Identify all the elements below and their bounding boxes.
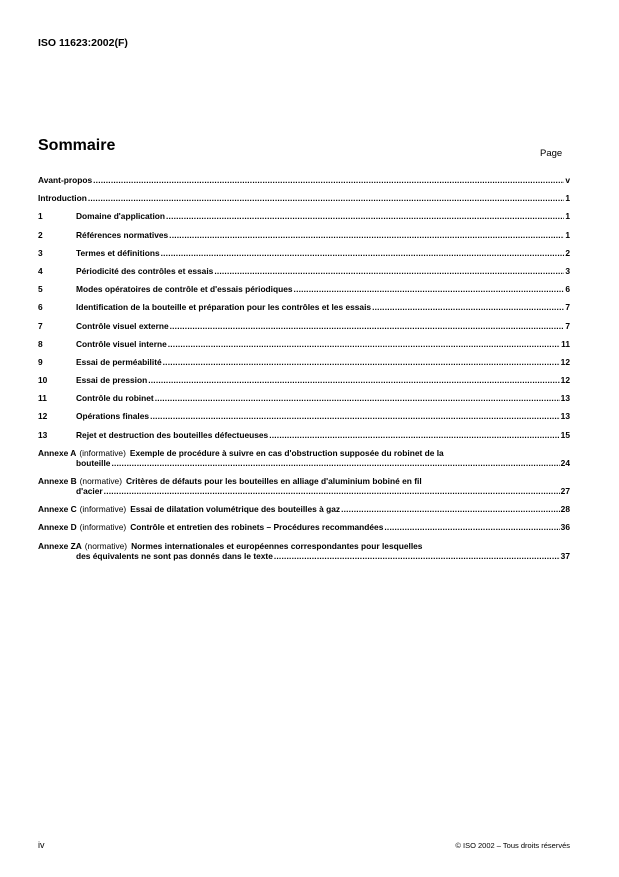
toc-entry-number: 12	[38, 411, 48, 422]
toc-entry-number: 11	[38, 393, 47, 404]
annex-label: Annexe D	[38, 522, 77, 533]
annex-label: Annexe B	[38, 476, 77, 486]
annex-title: Exemple de procédure à suivre en cas d'obstruction supposée du robinet de la	[129, 447, 444, 458]
dot-leader	[163, 357, 560, 367]
annex-type: (informative)	[79, 447, 126, 458]
toc-annex-entry[interactable]	[38, 476, 570, 496]
annex-title-continued: des équivalents ne sont pas donnés dans le texte	[76, 550, 273, 561]
dot-leader	[170, 321, 565, 331]
dot-leader	[93, 175, 564, 185]
toc-entry[interactable]	[38, 193, 570, 203]
annex-type: (informative)	[79, 522, 127, 533]
toc-entry[interactable]	[38, 430, 570, 440]
toc-entry-page: 13	[560, 411, 570, 422]
annex-title: Critères de défauts pour les bouteilles en alliage d'aluminium bobiné en fil	[126, 476, 422, 486]
toc-entry-number: 3	[38, 247, 43, 258]
annex-label: Annexe C	[38, 504, 77, 515]
toc-entry-title: Introduction	[38, 193, 87, 204]
dot-leader	[155, 393, 560, 403]
toc-entry-number: 10	[38, 375, 48, 386]
dot-leader	[150, 411, 560, 421]
toc-entry-title: Essai de perméabilité	[76, 356, 162, 367]
annex-title-continued: bouteille	[76, 457, 111, 468]
dot-leader	[166, 211, 564, 221]
toc-entry-title: Périodicité des contrôles et essais	[76, 265, 214, 276]
toc-entry-page: 6	[565, 284, 570, 295]
dot-leader	[168, 339, 560, 349]
table-of-contents	[38, 175, 570, 569]
toc-entry-number: 9	[38, 356, 43, 367]
toc-entry-page: 27	[560, 486, 570, 496]
toc-entry[interactable]	[38, 339, 570, 349]
toc-entry-title: Modes opératoires de contrôle et d'essais périodiques	[76, 284, 293, 295]
toc-entry-number: 6	[38, 302, 43, 313]
dot-leader	[269, 430, 559, 440]
toc-entry-number: 8	[38, 338, 43, 349]
toc-entry-number: 13	[38, 429, 48, 440]
toc-entry-page: 24	[560, 457, 570, 468]
dot-leader	[148, 375, 559, 385]
page-column-label: Page	[540, 148, 563, 159]
dot-leader	[88, 193, 564, 203]
toc-entry[interactable]	[38, 375, 570, 385]
copyright-notice: © ISO 2002 – Tous droits réservés	[455, 841, 570, 850]
toc-entry-title: Contrôle visuel interne	[76, 338, 167, 349]
toc-entry-page: 37	[560, 550, 570, 561]
toc-annex-entry[interactable]	[38, 448, 570, 468]
toc-entry-number: 4	[38, 265, 43, 276]
toc-entry[interactable]	[38, 266, 570, 276]
toc-entry[interactable]	[38, 302, 570, 312]
toc-entry-title: Contrôle visuel externe	[76, 320, 169, 331]
toc-entry-title: Essai de pression	[76, 375, 148, 386]
toc-entry-title: Opérations finales	[76, 411, 150, 422]
annex-label: Annexe A	[38, 447, 77, 458]
toc-entry-page: 1	[565, 193, 570, 204]
toc-entry-title: Contrôle du robinet	[76, 393, 154, 404]
dot-leader	[161, 248, 565, 258]
annex-type: (normative)	[84, 540, 128, 551]
toc-entry[interactable]	[38, 393, 570, 403]
toc-entry[interactable]	[38, 411, 570, 421]
document-id: ISO 11623:2002(F)	[38, 37, 128, 49]
toc-annex-entry[interactable]	[38, 522, 570, 532]
annex-type: (normative)	[79, 476, 122, 486]
toc-entry-page: 36	[560, 522, 570, 533]
toc-entry-page: 1	[565, 229, 570, 240]
toc-entry-number: 7	[38, 320, 43, 331]
toc-annex-entry[interactable]	[38, 541, 570, 561]
toc-entry[interactable]	[38, 230, 570, 240]
dot-leader	[372, 302, 564, 312]
dot-leader	[274, 551, 560, 561]
toc-entry-title: Domaine d'application	[76, 211, 166, 222]
toc-entry[interactable]	[38, 321, 570, 331]
dot-leader	[341, 504, 560, 514]
dot-leader	[111, 458, 559, 468]
toc-entry-page: v	[565, 175, 570, 185]
toc-entry-page: 2	[565, 247, 570, 258]
annex-title: Normes internationales et européennes correspondantes pour lesquelles	[131, 540, 423, 551]
toc-entry[interactable]	[38, 248, 570, 258]
page-number: iv	[38, 840, 45, 850]
toc-entry-page: 3	[565, 265, 570, 276]
toc-entry-page: 13	[560, 393, 570, 404]
dot-leader	[104, 486, 560, 496]
toc-entry-page: 7	[565, 302, 570, 313]
toc-entry-page: 28	[560, 504, 570, 515]
annex-type: (informative)	[79, 504, 127, 515]
toc-entry-number: 2	[38, 229, 43, 240]
toc-entry[interactable]	[38, 284, 570, 294]
annex-label: Annexe ZA	[38, 540, 82, 551]
toc-entry-page: 15	[560, 429, 570, 440]
toc-entry-title: Rejet et destruction des bouteilles défectueuses	[76, 429, 269, 440]
toc-entry[interactable]	[38, 357, 570, 367]
toc-annex-entry[interactable]	[38, 504, 570, 514]
toc-entry-title: Références normatives	[76, 229, 169, 240]
toc-title: Sommaire	[38, 137, 116, 154]
annex-title-continued: d'acier	[76, 486, 103, 496]
dot-leader	[294, 284, 565, 294]
toc-entry-number: 5	[38, 284, 43, 295]
toc-entry-title: Termes et définitions	[76, 247, 160, 258]
toc-entry-page: 11	[561, 338, 570, 349]
toc-entry-page: 12	[560, 356, 570, 367]
toc-entry[interactable]	[38, 211, 570, 221]
annex-title: Contrôle et entretien des robinets – Procédures recommandées	[130, 522, 384, 533]
dot-leader	[384, 522, 559, 532]
toc-entry[interactable]	[38, 175, 570, 185]
annex-title: Essai de dilatation volumétrique des bouteilles à gaz	[130, 504, 341, 515]
dot-leader	[214, 266, 564, 276]
dot-leader	[169, 230, 564, 240]
toc-entry-title: Avant-propos	[38, 175, 93, 185]
toc-entry-number: 1	[38, 211, 43, 222]
toc-entry-page: 12	[560, 375, 570, 386]
toc-entry-title: Identification de la bouteille et préparation pour les contrôles et les essais	[76, 302, 372, 313]
toc-entry-page: 1	[565, 211, 570, 222]
toc-entry-page: 7	[565, 320, 570, 331]
